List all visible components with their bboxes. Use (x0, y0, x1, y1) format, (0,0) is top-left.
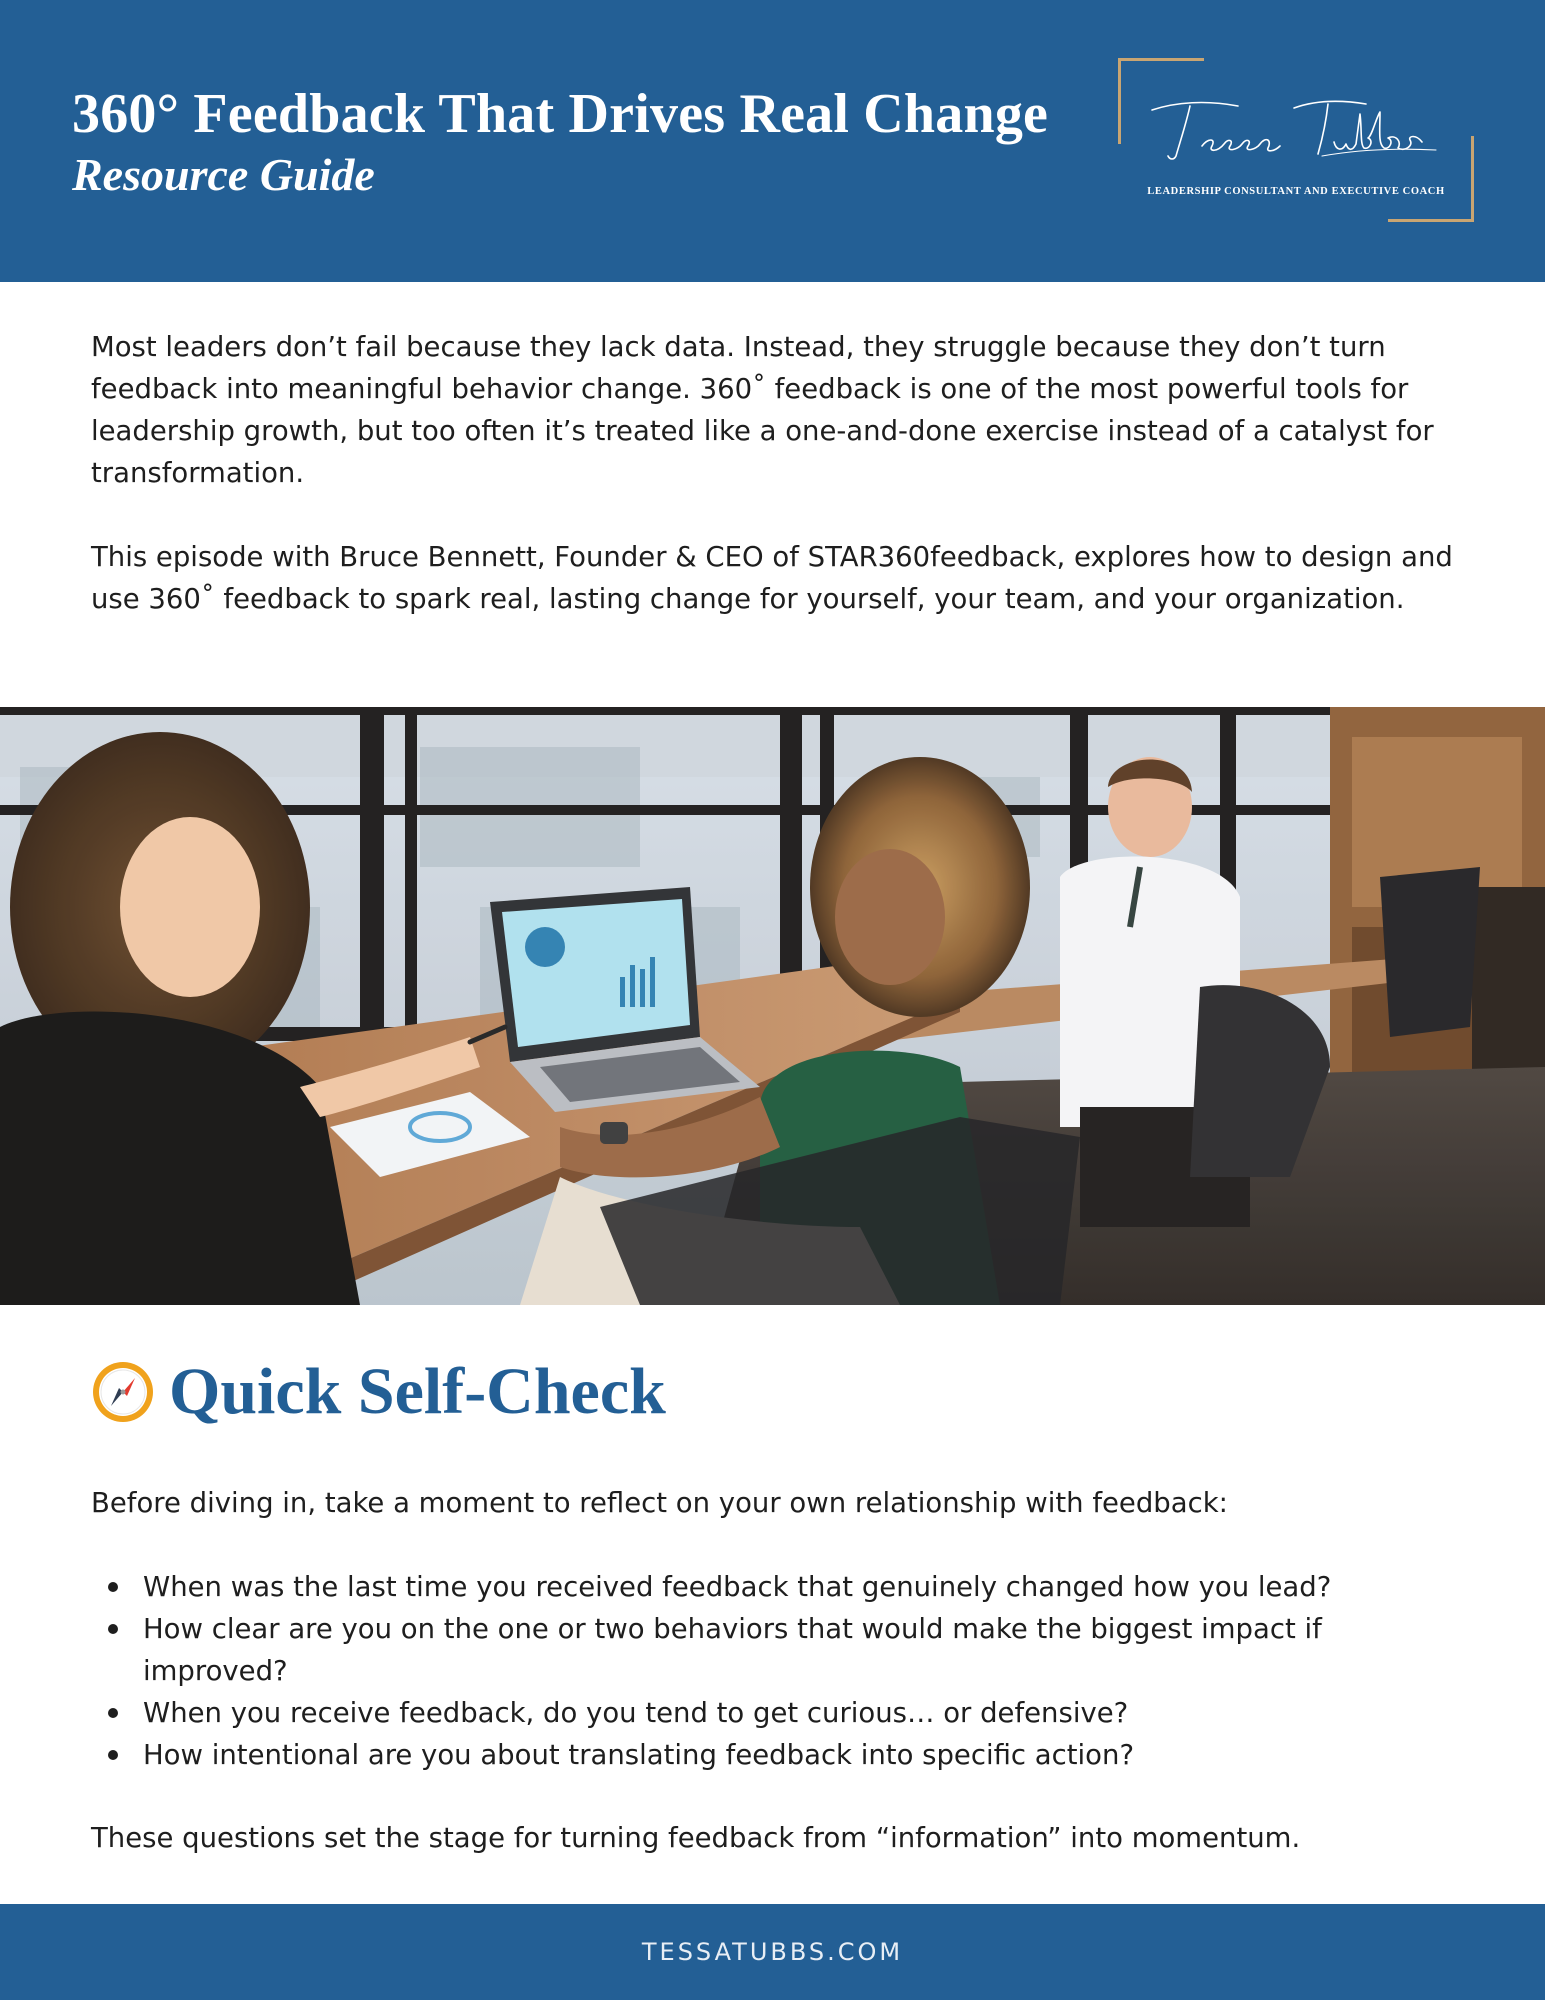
question-text: How intentional are you about translating feedback into specific action? (143, 1739, 1135, 1771)
page-title: 360° Feedback That Drives Real Change (72, 83, 1049, 145)
bullet-icon (108, 1582, 118, 1592)
question-text: How clear are you on the one or two behaviors that would make the biggest impact if improved? (143, 1613, 1322, 1687)
bullet-icon (108, 1624, 118, 1634)
logo-signature-script (1146, 90, 1446, 170)
intro-paragraph: Most leaders don’t fail because they lack data. Instead, they struggle because they don’t turn feedback into meaningful behavior change. 360˚ feedback is one of the most powerful tools for leadership growth, but too often it’s treated like a one-and-done exercise instead of a catalyst for transformation. (91, 331, 1434, 489)
question-text: When you receive feedback, do you tend to get curious… or defensive? (143, 1697, 1129, 1729)
list-item (91, 1566, 1391, 1608)
bullet-icon (108, 1750, 118, 1760)
brand-logo (1118, 58, 1474, 222)
list-item (91, 1734, 1391, 1776)
intro-paragraph: This episode with Bruce Bennett, Founder & CEO of STAR360feedback, explores how to design and use 360˚ feedback to spark real, lasting change for yourself, your team, and your organization. (91, 541, 1453, 615)
list-item (91, 1692, 1391, 1734)
office-meeting-photo (0, 707, 1545, 1305)
compass-icon (91, 1360, 155, 1424)
self-check-closing: These questions set the stage for turning feedback from “information” into momentum. (91, 1822, 1301, 1854)
section-title: Quick Self-Check (169, 1355, 666, 1428)
question-text: When was the last time you received feedback that genuinely changed how you lead? (143, 1571, 1332, 1603)
list-item (91, 1608, 1391, 1692)
page-header (0, 0, 1545, 282)
office-meeting-illustration (0, 707, 1545, 1305)
logo-tagline: LEADERSHIP CONSULTANT AND EXECUTIVE COACH (1147, 186, 1445, 197)
page-subtitle: Resource Guide (72, 149, 375, 200)
self-check-heading (91, 1352, 666, 1432)
self-check-lead: Before diving in, take a moment to reflect on your own relationship with feedback: (91, 1487, 1228, 1519)
page-footer (0, 1904, 1545, 2000)
bullet-icon (108, 1708, 118, 1718)
intro-section (91, 326, 1471, 662)
reflection-questions-list (91, 1566, 1391, 1776)
website-link[interactable]: TESSATUBBS.COM (641, 1938, 904, 1966)
